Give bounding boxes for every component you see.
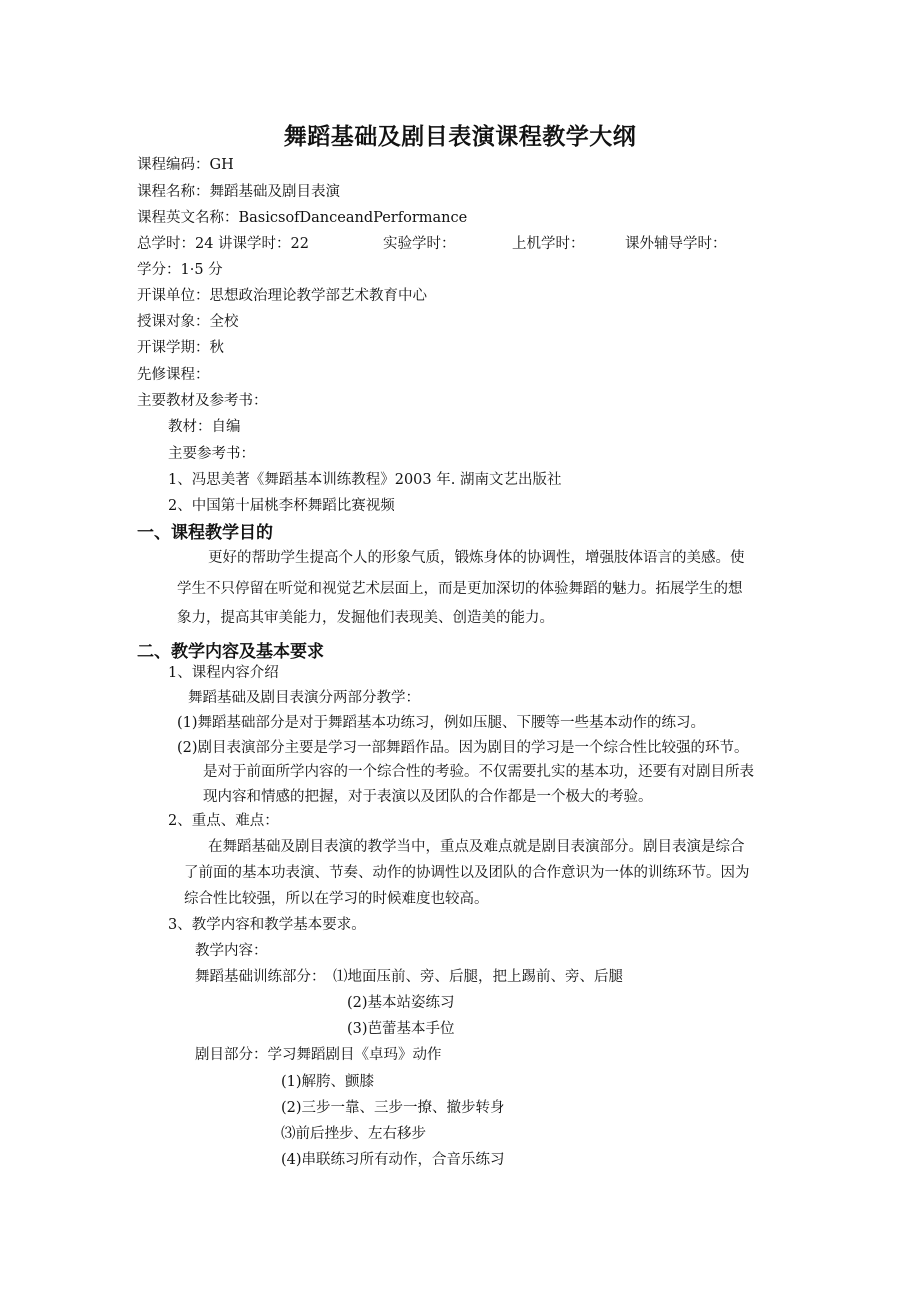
basic-item-1: ⑴地面压前、旁、后腿，把上踢前、旁、后腿 [333, 969, 623, 985]
textbook: 教材：自编 [168, 419, 241, 435]
sub1-title: 1、课程内容介绍 [168, 665, 279, 681]
reference-1: 1、冯思美著《舞蹈基本训练教程》2003 年. 湖南文艺出版社 [168, 472, 562, 488]
repertoire-item-3: ⑶前后挫步、左右移步 [281, 1126, 426, 1142]
sub1-part2-line2: 是对于前面所学内容的一个综合性的考验。不仅需要扎实的基本功，还要有对剧目所表 [203, 764, 754, 780]
sub1-part2: (2)剧目表演部分主要是学习一部舞蹈作品。因为剧目的学习是一个综合性比较强的环节。 [177, 740, 749, 756]
section1-line3: 象力，提高其审美能力，发掘他们表现美、创造美的能力。 [177, 610, 554, 626]
section1-heading: 一、课程教学目的 [137, 523, 273, 543]
repertoire-label: 剧目部分：学习舞蹈剧目《卓玛》动作 [195, 1047, 442, 1063]
sub1-intro: 舞蹈基础及剧目表演分两部分教学： [188, 690, 420, 706]
sub3-title: 3、教学内容和教学基本要求。 [168, 917, 366, 933]
section1-line1: 更好的帮助学生提高个人的形象气质，锻炼身体的协调性，增强肢体语言的美感。使 [208, 550, 745, 566]
hours-computer: 上机学时： [512, 236, 585, 252]
refs-label: 主要参考书： [168, 446, 255, 462]
sub1-part2-line3: 现内容和情感的把握，对于表演以及团队的合作都是一个极大的考验。 [203, 789, 653, 805]
course-name: 课程名称：舞蹈基础及剧目表演 [137, 184, 340, 200]
hours-lab: 实验学时： [383, 236, 456, 252]
hours-total: 总学时：24 讲课学时：22 [137, 236, 310, 252]
course-code: 课程编码：GH [137, 157, 234, 173]
page-title: 舞蹈基础及剧目表演课程教学大纲 [283, 124, 637, 150]
sub1-part1: (1)舞蹈基础部分是对于舞蹈基本功练习，例如压腿、下腰等一些基本动作的练习。 [177, 715, 706, 731]
audience: 授课对象：全校 [137, 314, 239, 330]
credit: 学分：1·5 分 [137, 262, 223, 278]
course-english-name: 课程英文名称：BasicsofDanceandPerformance [137, 210, 468, 226]
sub2-line1: 在舞蹈基础及剧目表演的教学当中，重点及难点就是剧目表演部分。剧目表演是综合 [208, 839, 745, 855]
hours-extra: 课外辅导学时： [625, 236, 727, 252]
basic-label: 舞蹈基础训练部分： [195, 969, 326, 985]
basic-item-2: (2)基本站姿练习 [347, 995, 455, 1011]
semester: 开课学期：秋 [137, 340, 224, 356]
sub2-title: 2、重点、难点： [168, 813, 279, 829]
repertoire-item-2: (2)三步一靠、三步一撩、撤步转身 [281, 1100, 505, 1116]
reference-2: 2、中国第十届桃李杯舞蹈比赛视频 [168, 498, 395, 514]
sub2-line2: 了前面的基本功表演、节奏、动作的协调性以及团队的合作意识为一体的训练环节。因为 [184, 865, 750, 881]
prerequisite: 先修课程： [137, 367, 210, 383]
repertoire-item-4: (4)串联练习所有动作，合音乐练习 [281, 1152, 505, 1168]
repertoire-item-1: (1)解胯、颤膝 [281, 1074, 375, 1090]
unit: 开课单位：思想政治理论教学部艺术教育中心 [137, 288, 427, 304]
content-label: 教学内容： [195, 943, 268, 959]
books-label: 主要教材及参考书： [137, 393, 268, 409]
section2-heading: 二、教学内容及基本要求 [137, 642, 324, 662]
section1-line2: 学生不只停留在听觉和视觉艺术层面上，而是更加深切的体验舞蹈的魅力。拓展学生的想 [177, 581, 743, 597]
sub2-line3: 综合性比较强，所以在学习的时候难度也较高。 [184, 891, 489, 907]
basic-item-3: (3)芭蕾基本手位 [347, 1021, 455, 1037]
